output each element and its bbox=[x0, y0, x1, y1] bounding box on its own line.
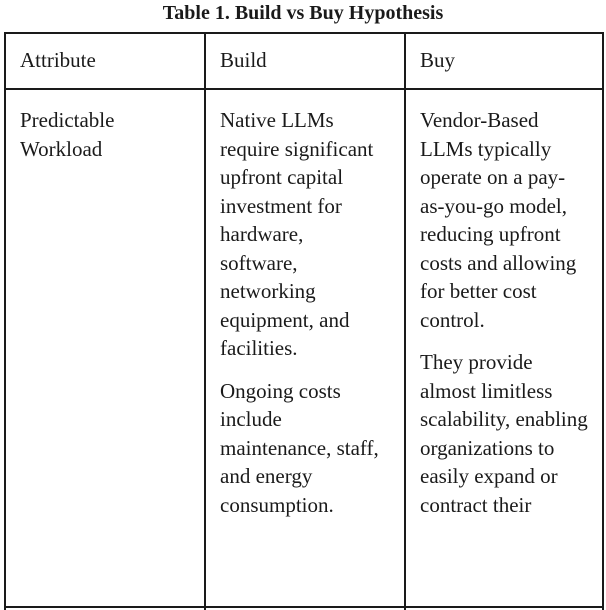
cell-attribute bbox=[5, 89, 205, 610]
cell-build bbox=[205, 89, 405, 610]
attribute-text: Predictable Workload bbox=[20, 108, 115, 161]
build-paragraph-2: Ongoing costs include maintenance, staff, and energy consumption. bbox=[220, 378, 379, 517]
buy-paragraph-1: Vendor-Based LLMs typically operate on a pay-as-you-go model, reducing upfront costs and allowing for better cost control. bbox=[420, 108, 577, 332]
table-row bbox=[5, 89, 603, 610]
table-header-row bbox=[5, 33, 603, 89]
header-build: Build bbox=[205, 33, 405, 89]
header-buy: Buy bbox=[405, 33, 603, 89]
table-caption: Table 1. Build vs Buy Hypothesis bbox=[162, 2, 444, 24]
table-bottom-border bbox=[4, 606, 602, 608]
build-vs-buy-table bbox=[4, 32, 604, 610]
buy-paragraph-2: They provide almost limitless scalability, enabling organizations to easily expand or contract their bbox=[420, 350, 588, 517]
cell-buy bbox=[405, 89, 603, 610]
header-attribute: Attribute bbox=[5, 33, 205, 89]
build-paragraph-1: Native LLMs require significant upfront capital investment for hardware, software, networking equipment, and facilities. bbox=[220, 108, 374, 360]
